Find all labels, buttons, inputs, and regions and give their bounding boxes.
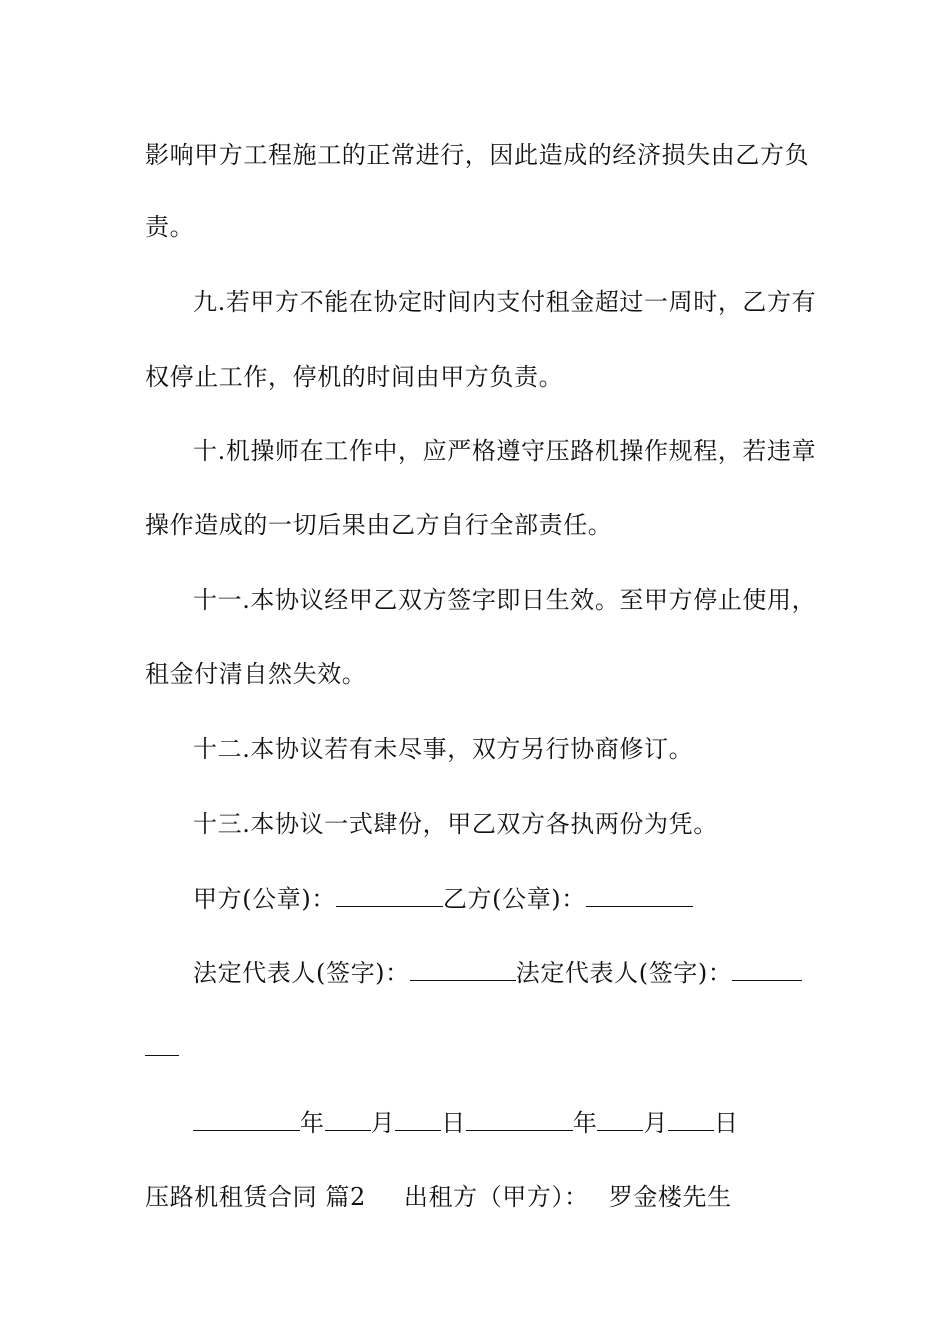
representative-line [193, 958, 802, 988]
date-a-month-blank [325, 1108, 371, 1131]
clause-9-line-1: 九.若甲方不能在协定时间内支付租金超过一周时，乙方有 [193, 288, 817, 316]
paragraph-line-8-cont-2: 责。 [145, 213, 195, 241]
date-b-day: 日 [714, 1109, 739, 1137]
party-b-seal-blank [586, 884, 693, 907]
date-b-year: 年 [572, 1109, 598, 1137]
seal-line [193, 884, 693, 914]
clause-11-line-2: 租金付清自然失效。 [145, 660, 367, 688]
lessor-label: 出租方（甲方）： [403, 1183, 589, 1211]
rep-b-blank-wrap [145, 1033, 179, 1056]
date-a-year: 年 [300, 1109, 325, 1137]
date-a-year-blank [193, 1108, 300, 1131]
party-b-seal-label: 乙方(公章)： [442, 885, 586, 913]
clause-11-line-1: 十一.本协议经甲乙双方签字即日生效。至甲方停止使用， [193, 586, 817, 614]
rep-a-label: 法定代表人(签字)： [193, 959, 410, 987]
date-b-day-blank [668, 1108, 714, 1131]
party-a-seal-label: 甲方(公章)： [193, 885, 336, 913]
lessor-name: 罗金楼先生 [608, 1183, 732, 1211]
date-b-month: 月 [643, 1109, 669, 1137]
rep-b-label: 法定代表人(签字)： [515, 959, 733, 987]
contract-2-title: 压路机租赁合同 篇2 [145, 1183, 366, 1211]
paragraph-line-8-cont-1: 影响甲方工程施工的正常进行，因此造成的经济损失由乙方负 [145, 141, 810, 169]
rep-b-blank [732, 958, 802, 981]
date-b-year-blank [466, 1108, 573, 1131]
date-a-day-blank [395, 1108, 441, 1131]
clause-10-line-2: 操作造成的一切后果由乙方自行全部责任。 [145, 511, 613, 539]
clause-12: 十二.本协议若有未尽事，双方另行协商修订。 [193, 735, 694, 763]
date-b-month-blank [597, 1108, 643, 1131]
date-line [193, 1108, 739, 1138]
clause-10-line-1: 十.机操师在工作中，应严格遵守压路机操作规程，若违章 [193, 437, 817, 465]
clause-9-line-2: 权停止工作，停机的时间由甲方负责。 [145, 363, 564, 391]
date-a-day: 日 [441, 1109, 466, 1137]
date-a-month: 月 [370, 1109, 396, 1137]
rep-b-blank-continued [145, 1033, 179, 1063]
contract-2-heading [145, 1182, 732, 1212]
rep-a-blank [410, 958, 516, 981]
party-a-seal-blank [336, 884, 443, 907]
clause-13: 十三.本协议一式肆份，甲乙双方各执两份为凭。 [193, 810, 718, 838]
